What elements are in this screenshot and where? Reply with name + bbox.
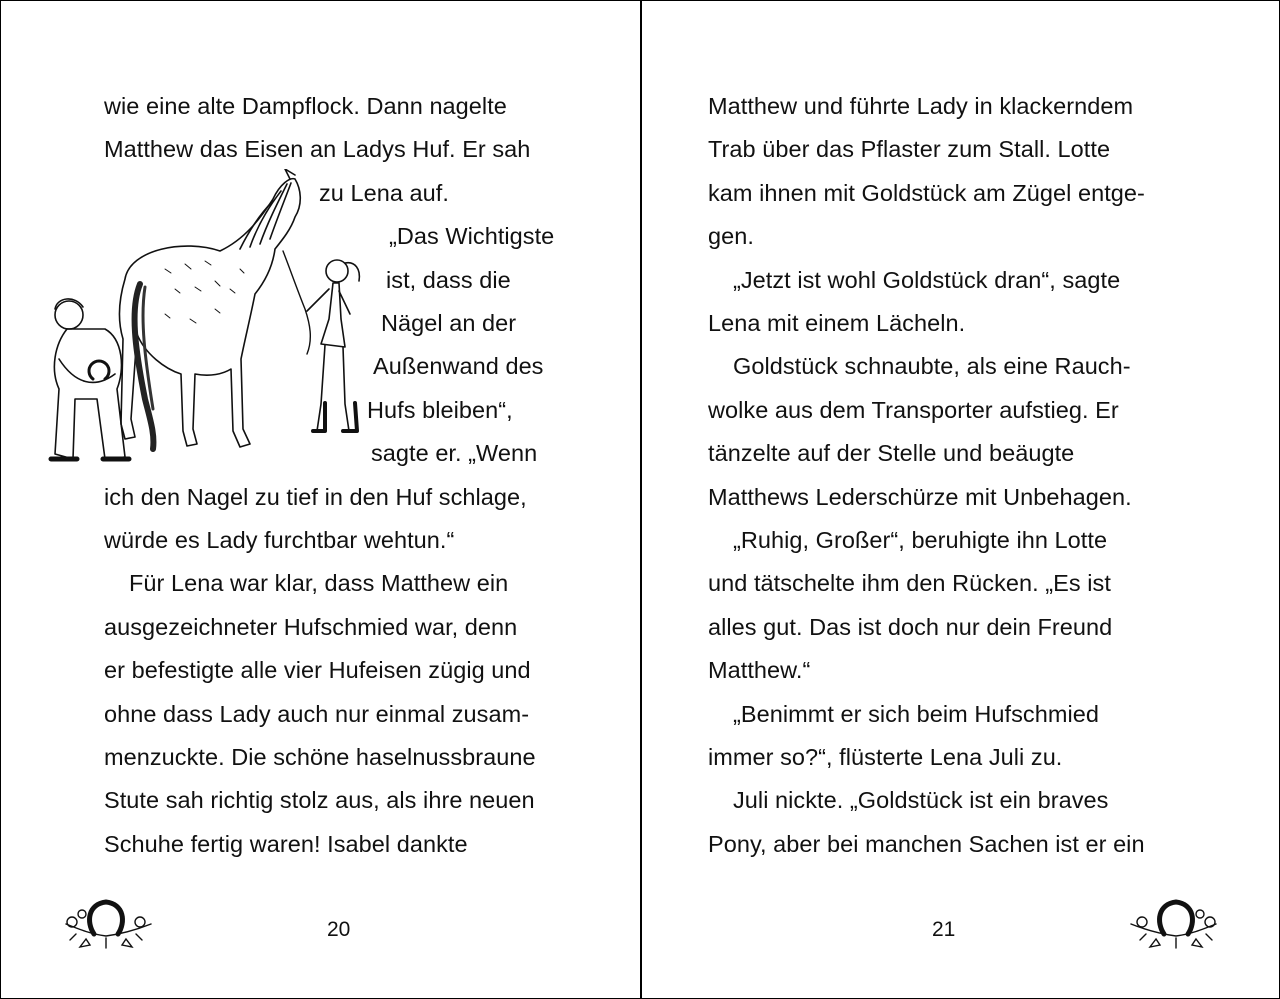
right-line-3: kam ihnen mit Goldstück am Zügel entge- <box>708 180 1145 206</box>
right-line-4: gen. <box>708 223 754 249</box>
left-line-5: ist, dass die <box>386 267 511 293</box>
left-line-6: Nägel an der <box>381 310 517 336</box>
right-line-2: Trab über das Pflaster zum Stall. Lotte <box>708 136 1111 162</box>
right-line-18: Pony, aber bei manchen Sachen ist er ein <box>708 831 1145 857</box>
left-line-15: ohne dass Lady auch nur einmal zusam- <box>104 701 530 727</box>
left-line-11: würde es Lady furchtbar wehtun.“ <box>104 527 455 553</box>
left-line-2: Matthew das Eisen an Ladys Huf. Er sah <box>104 136 531 162</box>
left-line-14: er befestigte alle vier Hufeisen zügig und <box>104 657 531 683</box>
right-line-14: Matthew.“ <box>708 657 811 683</box>
right-line-17: Juli nickte. „Goldstück ist ein braves <box>733 787 1109 813</box>
left-line-3: zu Lena auf. <box>319 180 449 206</box>
left-line-1: wie eine alte Dampflock. Dann nagelte <box>104 93 507 119</box>
left-line-8: Hufs bleiben“, <box>367 397 513 423</box>
right-line-1: Matthew und führte Lady in klackerndem <box>708 93 1134 119</box>
right-line-7: Goldstück schnaubte, als eine Rauch- <box>733 353 1131 379</box>
right-line-8: wolke aus dem Transporter aufstieg. Er <box>708 397 1119 423</box>
left-line-4: „Das Wichtigste <box>389 223 555 249</box>
horseshoe-flower-ornament-left <box>56 894 156 956</box>
left-line-9: sagte er. „Wenn <box>371 440 538 466</box>
left-line-18: Schuhe fertig waren! Isabel dankte <box>104 831 468 857</box>
right-line-13: alles gut. Das ist doch nur dein Freund <box>708 614 1113 640</box>
right-line-6: Lena mit einem Lächeln. <box>708 310 966 336</box>
right-line-10: Matthews Lederschürze mit Unbehagen. <box>708 484 1132 510</box>
left-page <box>1 1 642 998</box>
left-line-16: menzuckte. Die schöne haselnussbraune <box>104 744 536 770</box>
right-line-11: „Ruhig, Großer“, beruhigte ihn Lotte <box>733 527 1108 553</box>
horseshoe-flower-ornament-right <box>1126 894 1226 956</box>
right-line-12: und tätschelte ihm den Rücken. „Es ist <box>708 570 1111 596</box>
farrier-horse-girl-illustration <box>45 169 365 474</box>
right-line-9: tänzelte auf der Stelle und beäugte <box>708 440 1075 466</box>
left-line-12: Für Lena war klar, dass Matthew ein <box>129 570 509 596</box>
right-line-15: „Benimmt er sich beim Hufschmied <box>733 701 1099 727</box>
left-line-10: ich den Nagel zu tief in den Huf schlage, <box>104 484 527 510</box>
right-line-16: immer so?“, flüsterte Lena Juli zu. <box>708 744 1063 770</box>
left-line-17: Stute sah richtig stolz aus, als ihre neuen <box>104 787 535 813</box>
right-line-5: „Jetzt ist wohl Goldstück dran“, sagte <box>733 267 1121 293</box>
left-line-7: Außenwand des <box>373 353 544 379</box>
page-number-left: 20 <box>327 918 351 941</box>
right-page <box>642 1 1279 998</box>
page-number-right: 21 <box>932 918 956 941</box>
left-line-13: ausgezeichneter Hufschmied war, denn <box>104 614 518 640</box>
